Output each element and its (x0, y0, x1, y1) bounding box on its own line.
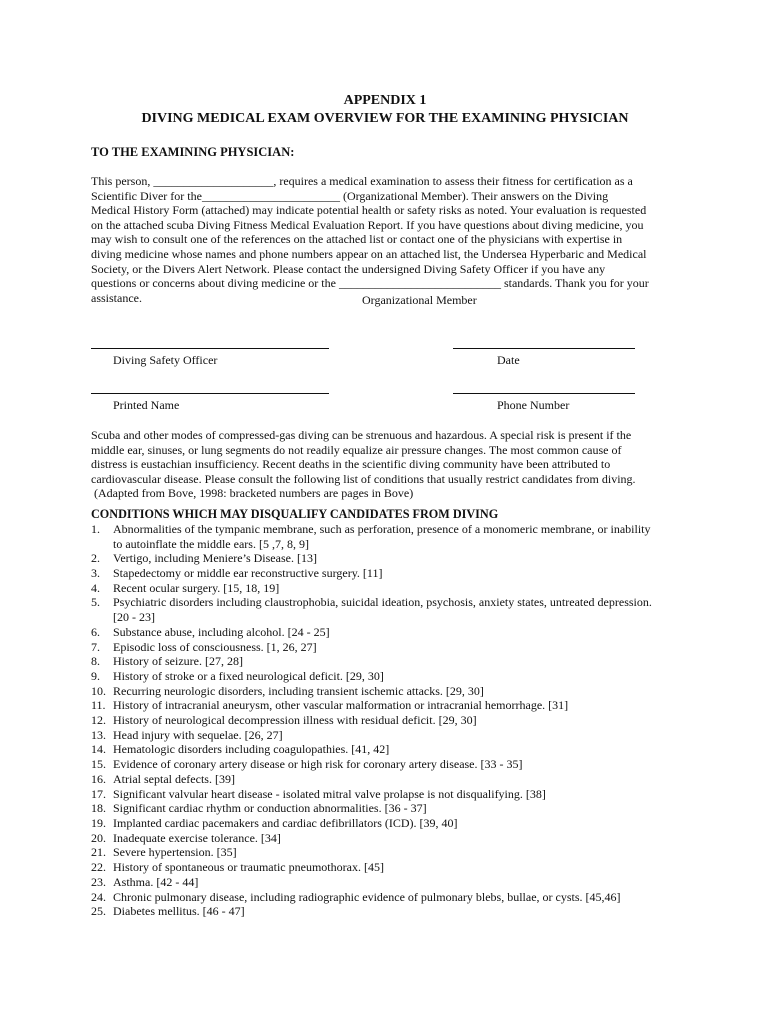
condition-text-line: History of intracranial aneurysm, other vascular malformation or intracranial hemorrhage. [31] (113, 698, 569, 713)
condition-number: 5. (91, 595, 100, 610)
phone-number-label: Phone Number (497, 398, 570, 412)
intro-line: This person, ____________________, requires a medical examination to assess their fitness for certification as a (91, 174, 633, 188)
condition-text-line: Chronic pulmonary disease, including radiographic evidence of pulmonary blebs, bullae, or cysts. [45,46] (113, 889, 621, 904)
conditions-list (91, 522, 691, 919)
condition-number: 23. (91, 874, 106, 889)
condition-text-line: Stapedectomy or middle ear reconstructive surgery. [11] (113, 566, 383, 581)
condition-text (113, 713, 691, 728)
intro-paragraph (91, 174, 691, 305)
condition-text (113, 831, 691, 846)
condition-item (91, 595, 691, 624)
condition-item (91, 801, 691, 816)
condition-text-line: Episodic loss of consciousness. [1, 26, 27] (113, 639, 317, 654)
condition-number: 6. (91, 624, 100, 639)
risk-line: Scuba and other modes of compressed-gas diving can be strenuous and hazardous. A special risk is present if the (91, 428, 632, 442)
intro-line: diving medicine whose names and phone numbers appear on an attached list, the Undersea Hyperbaric and Medical (91, 246, 647, 261)
condition-text-line: Recurring neurologic disorders, including transient ischemic attacks. [29, 30] (113, 683, 484, 698)
risk-line: cardiovascular disease. Please consult the following list of conditions that usually restrict candidates from diving. (91, 471, 636, 486)
condition-item (91, 816, 691, 831)
intro-line: Scientific Diver for the_______________________ (Organizational Member). Their answers on the Diving (91, 188, 609, 203)
condition-text (113, 595, 691, 624)
condition-text (113, 772, 691, 787)
intro-line: Medical History Form (attached) may indicate potential health or safety risks as noted. Your evaluation is requested (91, 203, 647, 218)
intro-line: Society, or the Divers Alert Network. Please contact the undersigned Diving Safety Officer if you have any (91, 261, 606, 276)
condition-number: 25. (91, 904, 106, 919)
intro-line: assistance. (91, 290, 142, 305)
risk-paragraph (91, 428, 691, 501)
condition-text-line: Head injury with sequelae. [26, 27] (113, 727, 283, 742)
condition-text (113, 787, 691, 802)
condition-item (91, 742, 691, 757)
condition-item (91, 757, 691, 772)
condition-text-line: Vertigo, including Meniere’s Disease. [13] (113, 551, 317, 566)
condition-text (113, 742, 691, 757)
appendix-title: APPENDIX 1 (343, 93, 427, 108)
intro-line: questions or concerns about diving medicine or the ___________________________ standards. Thank you for your (91, 276, 649, 291)
intro-line: may wish to consult one of the references on the attached list or contact one of the physicians with expertise in (91, 232, 623, 247)
date-signature-line[interactable] (453, 348, 635, 349)
risk-line: (Adapted from Bove, 1998: bracketed numbers are pages in Bove) (91, 486, 414, 501)
condition-text (113, 684, 691, 699)
condition-text (113, 757, 691, 772)
condition-text (113, 860, 691, 875)
dso-signature-line[interactable] (91, 348, 329, 349)
condition-item (91, 875, 691, 890)
risk-line: distress is eustachian insufficiency. Recent deaths in the scientific diving community have been attributed to (91, 457, 611, 472)
condition-number: 8. (91, 654, 100, 669)
condition-text (113, 904, 691, 919)
condition-item (91, 581, 691, 596)
condition-number: 2. (91, 551, 100, 566)
condition-text-line: History of neurological decompression illness with residual deficit. [29, 30] (113, 713, 477, 728)
condition-text-line: Substance abuse, including alcohol. [24 - 25] (113, 624, 330, 639)
condition-number: 11. (91, 698, 106, 713)
condition-text-line: Diabetes mellitus. [46 - 47] (113, 904, 245, 919)
condition-text-line: Hematologic disorders including coagulopathies. [41, 42] (113, 742, 390, 757)
conditions-heading: CONDITIONS WHICH MAY DISQUALIFY CANDIDATES FROM DIVING (91, 507, 499, 521)
organizational-member-label: Organizational Member (362, 293, 477, 307)
to-physician-heading: TO THE EXAMINING PHYSICIAN: (91, 145, 295, 159)
condition-text-line: Significant cardiac rhythm or conduction abnormalities. [36 - 37] (113, 801, 427, 816)
phone-number-line[interactable] (453, 393, 635, 394)
condition-number: 16. (91, 771, 106, 786)
document-title: DIVING MEDICAL EXAM OVERVIEW FOR THE EXAMINING PHYSICIAN (141, 111, 629, 126)
condition-item (91, 698, 691, 713)
condition-item (91, 522, 691, 551)
condition-number: 7. (91, 639, 100, 654)
condition-item (91, 787, 691, 802)
condition-text (113, 728, 691, 743)
condition-number: 4. (91, 580, 100, 595)
condition-text-line: History of seizure. [27, 28] (113, 654, 243, 669)
condition-text (113, 551, 691, 566)
condition-number: 14. (91, 742, 106, 757)
condition-text-line: Severe hypertension. [35] (113, 845, 237, 860)
condition-text (113, 640, 691, 655)
condition-number: 9. (91, 668, 100, 683)
condition-text-line: [20 - 23] (113, 610, 155, 625)
condition-item (91, 890, 691, 905)
printed-name-line[interactable] (91, 393, 329, 394)
condition-number: 13. (91, 727, 106, 742)
condition-text (113, 566, 691, 581)
date-label: Date (497, 353, 520, 367)
condition-item (91, 772, 691, 787)
condition-text-line: Evidence of coronary artery disease or high risk for coronary artery disease. [33 - 35] (113, 757, 523, 772)
condition-item (91, 654, 691, 669)
condition-text (113, 669, 691, 684)
condition-text (113, 654, 691, 669)
condition-number: 3. (91, 566, 100, 581)
condition-item (91, 845, 691, 860)
intro-line: on the attached scuba Diving Fitness Medical Evaluation Report. If you have questions about diving medicine, you (91, 217, 644, 232)
condition-number: 10. (91, 683, 106, 698)
condition-item (91, 831, 691, 846)
condition-item (91, 728, 691, 743)
condition-text-line: Abnormalities of the tympanic membrane, such as perforation, presence of a monomeric membrane, or inability (113, 522, 651, 536)
dso-label: Diving Safety Officer (113, 353, 218, 367)
condition-text-line: Implanted cardiac pacemakers and cardiac defibrillators (ICD). [39, 40] (113, 816, 458, 830)
condition-text-line: Recent ocular surgery. [15, 18, 19] (113, 580, 280, 595)
condition-text-line: Inadequate exercise tolerance. [34] (113, 830, 281, 845)
condition-text (113, 816, 691, 831)
condition-number: 18. (91, 801, 106, 816)
condition-item (91, 860, 691, 875)
condition-text-line: History of stroke or a fixed neurological deficit. [29, 30] (113, 668, 384, 683)
condition-number: 24. (91, 889, 106, 904)
condition-text (113, 845, 691, 860)
condition-item (91, 713, 691, 728)
condition-number: 19. (91, 816, 106, 830)
condition-text (113, 522, 691, 551)
condition-number: 15. (91, 757, 106, 772)
condition-text-line: History of spontaneous or traumatic pneumothorax. [45] (113, 860, 384, 875)
condition-number: 21. (91, 845, 106, 860)
condition-text (113, 581, 691, 596)
condition-item (91, 625, 691, 640)
condition-item (91, 904, 691, 919)
condition-text-line: Psychiatric disorders including claustrophobia, suicidal ideation, psychosis, anxiety states, untreated depression. (113, 595, 652, 610)
condition-number: 20. (91, 830, 106, 845)
condition-text-line: Asthma. [42 - 44] (113, 874, 199, 889)
printed-name-label: Printed Name (113, 398, 180, 412)
condition-text (113, 890, 691, 905)
condition-item (91, 640, 691, 655)
condition-item (91, 551, 691, 566)
condition-item (91, 684, 691, 699)
condition-number: 1. (91, 522, 100, 536)
condition-text (113, 801, 691, 816)
condition-text-line: Significant valvular heart disease - isolated mitral valve prolapse is not disqualifying. [38] (113, 786, 546, 801)
condition-text (113, 875, 691, 890)
condition-text (113, 625, 691, 640)
condition-number: 12. (91, 713, 106, 728)
condition-number: 22. (91, 860, 106, 875)
condition-text (113, 698, 691, 713)
condition-item (91, 566, 691, 581)
condition-text-line: to autoinflate the middle ears. [5 ,7, 8, 9] (113, 536, 309, 551)
condition-number: 17. (91, 786, 106, 801)
condition-text-line: Atrial septal defects. [39] (113, 771, 235, 786)
risk-line: middle ear, sinuses, or lung segments do not readily equalize air pressure changes. The most common cause of (91, 442, 622, 457)
condition-item (91, 669, 691, 684)
